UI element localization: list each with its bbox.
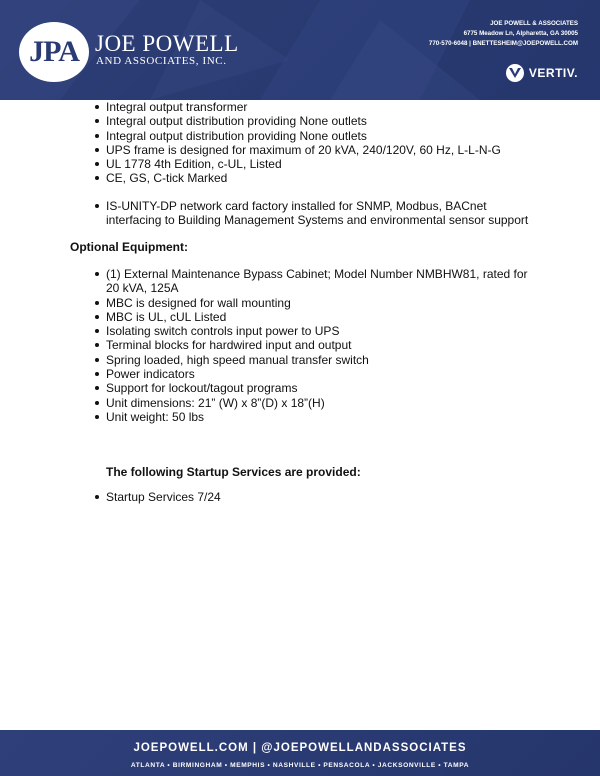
vertiv-wordmark: VERTIV.	[528, 66, 578, 80]
list-item	[0, 396, 600, 410]
contact-address: 6775 Meadow Ln, Alpharetta, GA 30005	[463, 30, 578, 37]
bullet-icon	[95, 358, 99, 362]
logo-company-name: JOE POWELL	[95, 31, 239, 56]
contact-block	[429, 19, 578, 49]
bullet-icon	[95, 176, 99, 180]
bullet-icon	[95, 148, 99, 152]
letterhead-header	[0, 0, 600, 100]
header-background-pattern	[0, 0, 600, 100]
bullet-icon	[95, 343, 99, 347]
jpa-logo	[19, 22, 89, 82]
bullet-icon	[95, 301, 99, 305]
letterhead-footer	[0, 730, 600, 776]
bullet-icon	[95, 401, 99, 405]
list-item	[0, 114, 600, 128]
list-item-text: Unit dimensions: 21” (W) x 8”(D) x 18”(H)	[106, 395, 325, 410]
list-item-text: Startup Services 7/24	[106, 490, 221, 504]
bullet-icon	[95, 204, 99, 208]
list-item	[0, 267, 600, 296]
bullet-icon	[95, 315, 99, 319]
list-item-text: UPS frame is designed for maximum of 20 kVA, 240/120V, 60 Hz, L-L-N-G	[106, 142, 501, 157]
bullet-icon	[95, 495, 99, 499]
list-item	[0, 171, 600, 185]
list-item-text: Support for lockout/tagout programs	[106, 381, 298, 396]
features-list	[0, 100, 600, 186]
list-item-text: MBC is UL, cUL Listed	[106, 309, 227, 324]
optional-equipment-heading: Optional Equipment:	[70, 240, 188, 254]
bullet-icon	[95, 386, 99, 390]
list-item-text: CE, GS, C-tick Marked	[106, 171, 228, 186]
bullet-icon	[95, 119, 99, 123]
footer-cities: ATLANTA • BIRMINGHAM • MEMPHIS • NASHVILLE • PENSACOLA • JACKSONVILLE • TAMPA	[130, 762, 470, 769]
list-item	[0, 296, 600, 310]
contact-name: JOE POWELL & ASSOCIATES	[490, 20, 578, 27]
list-item	[0, 490, 600, 504]
list-item-text: Integral output transformer	[106, 100, 248, 114]
list-item-text: Unit weight: 50 lbs	[106, 409, 205, 424]
network-card-list	[0, 199, 600, 228]
list-item	[0, 310, 600, 324]
list-item	[0, 199, 600, 228]
bullet-icon	[95, 162, 99, 166]
bullet-icon	[95, 372, 99, 376]
logo-initials: JPA	[29, 35, 79, 68]
bullet-icon	[95, 329, 99, 333]
list-item	[0, 129, 600, 143]
bullet-icon	[95, 134, 99, 138]
list-item	[0, 367, 600, 381]
vertiv-chevron-icon	[506, 64, 524, 82]
list-item	[0, 157, 600, 171]
footer-web-social: JOEPOWELL.COM | @JOEPOWELLANDASSOCIATES	[133, 742, 467, 754]
list-item-text: IS-UNITY-DP network card factory installed for SNMP, Modbus, BACnet interfacing to Building Management Systems and environmental sensor support	[106, 199, 529, 228]
list-item-text: MBC is designed for wall mounting	[106, 295, 291, 310]
optional-equipment-list	[0, 267, 600, 424]
list-item-text: Isolating switch controls input power to UPS	[106, 324, 340, 339]
contact-phone-email: 770-570-6048 | BNETTESHEIM@JOEPOWELL.COM	[428, 40, 578, 47]
logo-company-subtitle: AND ASSOCIATES, INC.	[96, 55, 227, 67]
startup-services-heading: The following Startup Services are provided:	[106, 465, 361, 479]
list-item	[0, 324, 600, 338]
vertiv-logo	[506, 64, 578, 82]
bullet-icon	[95, 105, 99, 109]
list-item	[0, 353, 600, 367]
list-item-text: (1) External Maintenance Bypass Cabinet; Model Number NMBHW81, rated for 20 kVA, 125A	[106, 267, 528, 296]
startup-services-list	[0, 490, 600, 504]
list-item-text: UL 1778 4th Edition, c-UL, Listed	[106, 157, 282, 172]
list-item	[0, 100, 600, 114]
list-item	[0, 381, 600, 395]
list-item-text: Terminal blocks for hardwired input and output	[106, 338, 352, 353]
list-item-text: Spring loaded, high speed manual transfer switch	[106, 352, 369, 367]
list-item	[0, 143, 600, 157]
bullet-icon	[95, 415, 99, 419]
list-item-text: Integral output distribution providing None outlets	[106, 114, 367, 129]
list-item	[0, 338, 600, 352]
list-item-text: Integral output distribution providing None outlets	[106, 128, 367, 143]
bullet-icon	[95, 272, 99, 276]
list-item	[0, 410, 600, 424]
list-item-text: Power indicators	[106, 367, 195, 382]
